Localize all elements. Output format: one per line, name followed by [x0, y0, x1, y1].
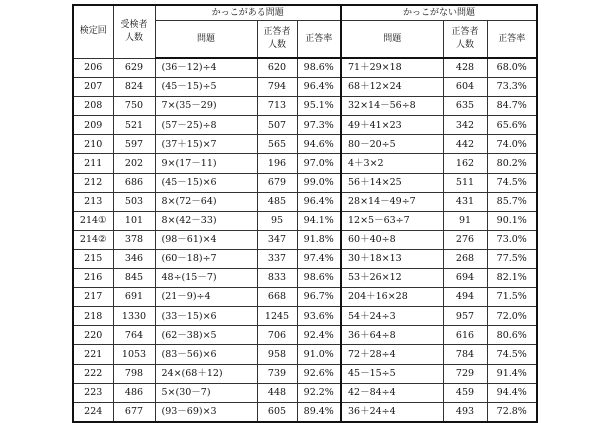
cell-exam-round: 212 [73, 173, 113, 192]
cell-problem-with-parentheses: (33－15)×6 [155, 307, 257, 326]
header-without-parentheses: かっこがない問題 [341, 5, 537, 21]
cell-problem-with-parentheses: 5×(30－7) [155, 383, 257, 402]
cell-correct-count-with-parentheses: 337 [257, 249, 297, 268]
table-row [73, 154, 537, 173]
cell-examinees: 101 [113, 211, 155, 230]
cell-examinees: 521 [113, 116, 155, 135]
cell-examinees: 378 [113, 230, 155, 249]
cell-correct-count-with-parentheses: 565 [257, 135, 297, 154]
cell-problem-without-parentheses: 54＋24÷3 [341, 307, 443, 326]
cell-problem-with-parentheses: (60－18)÷7 [155, 249, 257, 268]
cell-examinees: 503 [113, 192, 155, 211]
cell-correct-count-with-parentheses: 668 [257, 288, 297, 307]
cell-problem-without-parentheses: 49＋41×23 [341, 116, 443, 135]
table-row [73, 58, 537, 78]
cell-correct-count-with-parentheses: 794 [257, 78, 297, 97]
cell-problem-with-parentheses: (37＋15)×7 [155, 135, 257, 154]
cell-correct-count-without-parentheses: 342 [443, 116, 487, 135]
cell-correct-count-with-parentheses: 507 [257, 116, 297, 135]
cell-problem-with-parentheses: (45－15)×6 [155, 173, 257, 192]
cell-correct-count-without-parentheses: 511 [443, 173, 487, 192]
cell-exam-round: 224 [73, 402, 113, 422]
table-body [73, 58, 537, 422]
cell-correct-count-without-parentheses: 694 [443, 269, 487, 288]
cell-examinees: 691 [113, 288, 155, 307]
results-sheet [72, 4, 538, 423]
cell-correct-rate-with-parentheses: 89.4% [297, 402, 341, 422]
table-row [73, 230, 537, 249]
cell-problem-with-parentheses: 48÷(15－7) [155, 269, 257, 288]
cell-problem-with-parentheses: (21－9)÷4 [155, 288, 257, 307]
cell-correct-rate-with-parentheses: 98.6% [297, 269, 341, 288]
results-table [72, 4, 538, 423]
table-row [73, 345, 537, 364]
cell-correct-count-with-parentheses: 347 [257, 230, 297, 249]
cell-correct-count-with-parentheses: 679 [257, 173, 297, 192]
cell-correct-count-with-parentheses: 833 [257, 269, 297, 288]
cell-correct-count-with-parentheses: 196 [257, 154, 297, 173]
table-row [73, 173, 537, 192]
cell-problem-without-parentheses: 60＋40÷8 [341, 230, 443, 249]
table-row [73, 402, 537, 422]
table-row [73, 307, 537, 326]
cell-examinees: 486 [113, 383, 155, 402]
cell-problem-without-parentheses: 45－15÷5 [341, 364, 443, 383]
cell-examinees: 202 [113, 154, 155, 173]
cell-correct-count-without-parentheses: 494 [443, 288, 487, 307]
table-row [73, 288, 537, 307]
cell-exam-round: 213 [73, 192, 113, 211]
cell-correct-rate-without-parentheses: 77.5% [487, 249, 537, 268]
cell-problem-without-parentheses: 32×14－56÷8 [341, 97, 443, 116]
cell-correct-rate-with-parentheses: 97.4% [297, 249, 341, 268]
header-correct-rate-1: 正答率 [297, 21, 341, 59]
cell-problem-with-parentheses: (45－15)÷5 [155, 78, 257, 97]
cell-examinees: 824 [113, 78, 155, 97]
cell-correct-count-without-parentheses: 604 [443, 78, 487, 97]
cell-correct-rate-without-parentheses: 74.5% [487, 173, 537, 192]
table-row [73, 326, 537, 345]
cell-problem-with-parentheses: 8×(42－33) [155, 211, 257, 230]
cell-exam-round: 208 [73, 97, 113, 116]
cell-correct-count-with-parentheses: 485 [257, 192, 297, 211]
cell-correct-count-with-parentheses: 713 [257, 97, 297, 116]
table-row [73, 116, 537, 135]
cell-correct-rate-with-parentheses: 99.0% [297, 173, 341, 192]
cell-problem-without-parentheses: 36＋24÷4 [341, 402, 443, 422]
cell-problem-with-parentheses: (93－69)×3 [155, 402, 257, 422]
header-correct-count-1: 正答者 人数 [257, 21, 297, 59]
cell-examinees: 798 [113, 364, 155, 383]
cell-examinees: 686 [113, 173, 155, 192]
cell-correct-rate-with-parentheses: 96.7% [297, 288, 341, 307]
header-exam-round: 検定回 [73, 5, 113, 58]
cell-correct-count-without-parentheses: 784 [443, 345, 487, 364]
cell-correct-count-without-parentheses: 616 [443, 326, 487, 345]
cell-correct-rate-with-parentheses: 96.4% [297, 192, 341, 211]
cell-exam-round: 217 [73, 288, 113, 307]
cell-exam-round: 210 [73, 135, 113, 154]
cell-correct-count-without-parentheses: 268 [443, 249, 487, 268]
cell-correct-count-with-parentheses: 620 [257, 58, 297, 78]
cell-problem-with-parentheses: 8×(72－64) [155, 192, 257, 211]
header-correct-count-2: 正答者 人数 [443, 21, 487, 59]
cell-examinees: 677 [113, 402, 155, 422]
cell-correct-count-without-parentheses: 162 [443, 154, 487, 173]
cell-examinees: 1330 [113, 307, 155, 326]
table-row [73, 97, 537, 116]
cell-problem-without-parentheses: 80－20÷5 [341, 135, 443, 154]
cell-correct-rate-without-parentheses: 73.0% [487, 230, 537, 249]
cell-problem-with-parentheses: (83－56)×6 [155, 345, 257, 364]
cell-correct-rate-with-parentheses: 93.6% [297, 307, 341, 326]
cell-correct-count-without-parentheses: 493 [443, 402, 487, 422]
cell-exam-round: 218 [73, 307, 113, 326]
table-row [73, 383, 537, 402]
cell-correct-rate-without-parentheses: 85.7% [487, 192, 537, 211]
cell-correct-rate-without-parentheses: 72.8% [487, 402, 537, 422]
cell-exam-round: 215 [73, 249, 113, 268]
cell-correct-rate-without-parentheses: 71.5% [487, 288, 537, 307]
cell-correct-rate-without-parentheses: 84.7% [487, 97, 537, 116]
cell-correct-rate-with-parentheses: 92.2% [297, 383, 341, 402]
header-examinees: 受検者 人数 [113, 5, 155, 58]
cell-exam-round: 216 [73, 269, 113, 288]
cell-examinees: 1053 [113, 345, 155, 364]
cell-correct-rate-without-parentheses: 73.3% [487, 78, 537, 97]
cell-correct-rate-with-parentheses: 91.0% [297, 345, 341, 364]
cell-correct-rate-without-parentheses: 82.1% [487, 269, 537, 288]
cell-correct-rate-with-parentheses: 91.8% [297, 230, 341, 249]
table-row [73, 192, 537, 211]
cell-correct-count-with-parentheses: 605 [257, 402, 297, 422]
cell-correct-count-with-parentheses: 448 [257, 383, 297, 402]
cell-correct-rate-with-parentheses: 97.0% [297, 154, 341, 173]
table-row [73, 211, 537, 230]
cell-correct-rate-without-parentheses: 65.6% [487, 116, 537, 135]
table-row [73, 249, 537, 268]
cell-correct-count-without-parentheses: 442 [443, 135, 487, 154]
cell-exam-round: 211 [73, 154, 113, 173]
cell-exam-round: 207 [73, 78, 113, 97]
cell-correct-count-without-parentheses: 431 [443, 192, 487, 211]
cell-correct-rate-without-parentheses: 72.0% [487, 307, 537, 326]
cell-correct-count-without-parentheses: 635 [443, 97, 487, 116]
cell-exam-round: 214② [73, 230, 113, 249]
cell-examinees: 750 [113, 97, 155, 116]
cell-problem-without-parentheses: 71＋29×18 [341, 58, 443, 78]
cell-correct-count-with-parentheses: 958 [257, 345, 297, 364]
cell-exam-round: 206 [73, 58, 113, 78]
cell-exam-round: 220 [73, 326, 113, 345]
table-row [73, 135, 537, 154]
cell-problem-without-parentheses: 28×14－49÷7 [341, 192, 443, 211]
header-with-parentheses: かっこがある問題 [155, 5, 341, 21]
header-correct-rate-2: 正答率 [487, 21, 537, 59]
cell-problem-with-parentheses: 7×(35－29) [155, 97, 257, 116]
cell-correct-rate-without-parentheses: 74.5% [487, 345, 537, 364]
header-problem-1: 問題 [155, 21, 257, 59]
cell-problem-without-parentheses: 12×5－63÷7 [341, 211, 443, 230]
cell-correct-rate-without-parentheses: 94.4% [487, 383, 537, 402]
cell-problem-without-parentheses: 4＋3×2 [341, 154, 443, 173]
cell-correct-rate-with-parentheses: 98.6% [297, 58, 341, 78]
cell-correct-rate-with-parentheses: 92.6% [297, 364, 341, 383]
cell-correct-rate-without-parentheses: 68.0% [487, 58, 537, 78]
cell-correct-count-with-parentheses: 706 [257, 326, 297, 345]
header-problem-2: 問題 [341, 21, 443, 59]
cell-problem-without-parentheses: 72＋28÷4 [341, 345, 443, 364]
cell-correct-count-without-parentheses: 459 [443, 383, 487, 402]
cell-exam-round: 214① [73, 211, 113, 230]
cell-correct-rate-without-parentheses: 91.4% [487, 364, 537, 383]
cell-problem-without-parentheses: 68＋12×24 [341, 78, 443, 97]
cell-correct-count-without-parentheses: 428 [443, 58, 487, 78]
cell-correct-count-without-parentheses: 276 [443, 230, 487, 249]
cell-problem-with-parentheses: 9×(17－11) [155, 154, 257, 173]
cell-correct-count-with-parentheses: 95 [257, 211, 297, 230]
cell-problem-without-parentheses: 36＋64÷8 [341, 326, 443, 345]
cell-correct-rate-without-parentheses: 74.0% [487, 135, 537, 154]
cell-correct-count-with-parentheses: 739 [257, 364, 297, 383]
cell-problem-without-parentheses: 42－84÷4 [341, 383, 443, 402]
cell-problem-without-parentheses: 204＋16×28 [341, 288, 443, 307]
cell-problem-with-parentheses: 24×(68＋12) [155, 364, 257, 383]
cell-correct-count-without-parentheses: 91 [443, 211, 487, 230]
cell-problem-without-parentheses: 53＋26×12 [341, 269, 443, 288]
cell-problem-with-parentheses: (62－38)×5 [155, 326, 257, 345]
cell-examinees: 346 [113, 249, 155, 268]
cell-examinees: 629 [113, 58, 155, 78]
cell-correct-count-without-parentheses: 729 [443, 364, 487, 383]
table-row [73, 78, 537, 97]
cell-problem-without-parentheses: 56＋14×25 [341, 173, 443, 192]
cell-correct-rate-without-parentheses: 80.6% [487, 326, 537, 345]
cell-correct-rate-with-parentheses: 94.1% [297, 211, 341, 230]
cell-correct-rate-with-parentheses: 97.3% [297, 116, 341, 135]
cell-examinees: 764 [113, 326, 155, 345]
cell-problem-with-parentheses: (36－12)÷4 [155, 58, 257, 78]
table-row [73, 364, 537, 383]
cell-examinees: 597 [113, 135, 155, 154]
cell-exam-round: 221 [73, 345, 113, 364]
cell-correct-rate-with-parentheses: 95.1% [297, 97, 341, 116]
cell-exam-round: 209 [73, 116, 113, 135]
cell-correct-rate-with-parentheses: 92.4% [297, 326, 341, 345]
cell-correct-rate-without-parentheses: 80.2% [487, 154, 537, 173]
cell-problem-with-parentheses: (98－61)×4 [155, 230, 257, 249]
cell-problem-without-parentheses: 30＋18×13 [341, 249, 443, 268]
cell-correct-rate-with-parentheses: 96.4% [297, 78, 341, 97]
table-row [73, 269, 537, 288]
cell-correct-count-with-parentheses: 1245 [257, 307, 297, 326]
cell-exam-round: 222 [73, 364, 113, 383]
cell-correct-rate-with-parentheses: 94.6% [297, 135, 341, 154]
cell-problem-with-parentheses: (57－25)÷8 [155, 116, 257, 135]
cell-correct-count-without-parentheses: 957 [443, 307, 487, 326]
cell-examinees: 845 [113, 269, 155, 288]
cell-correct-rate-without-parentheses: 90.1% [487, 211, 537, 230]
cell-exam-round: 223 [73, 383, 113, 402]
